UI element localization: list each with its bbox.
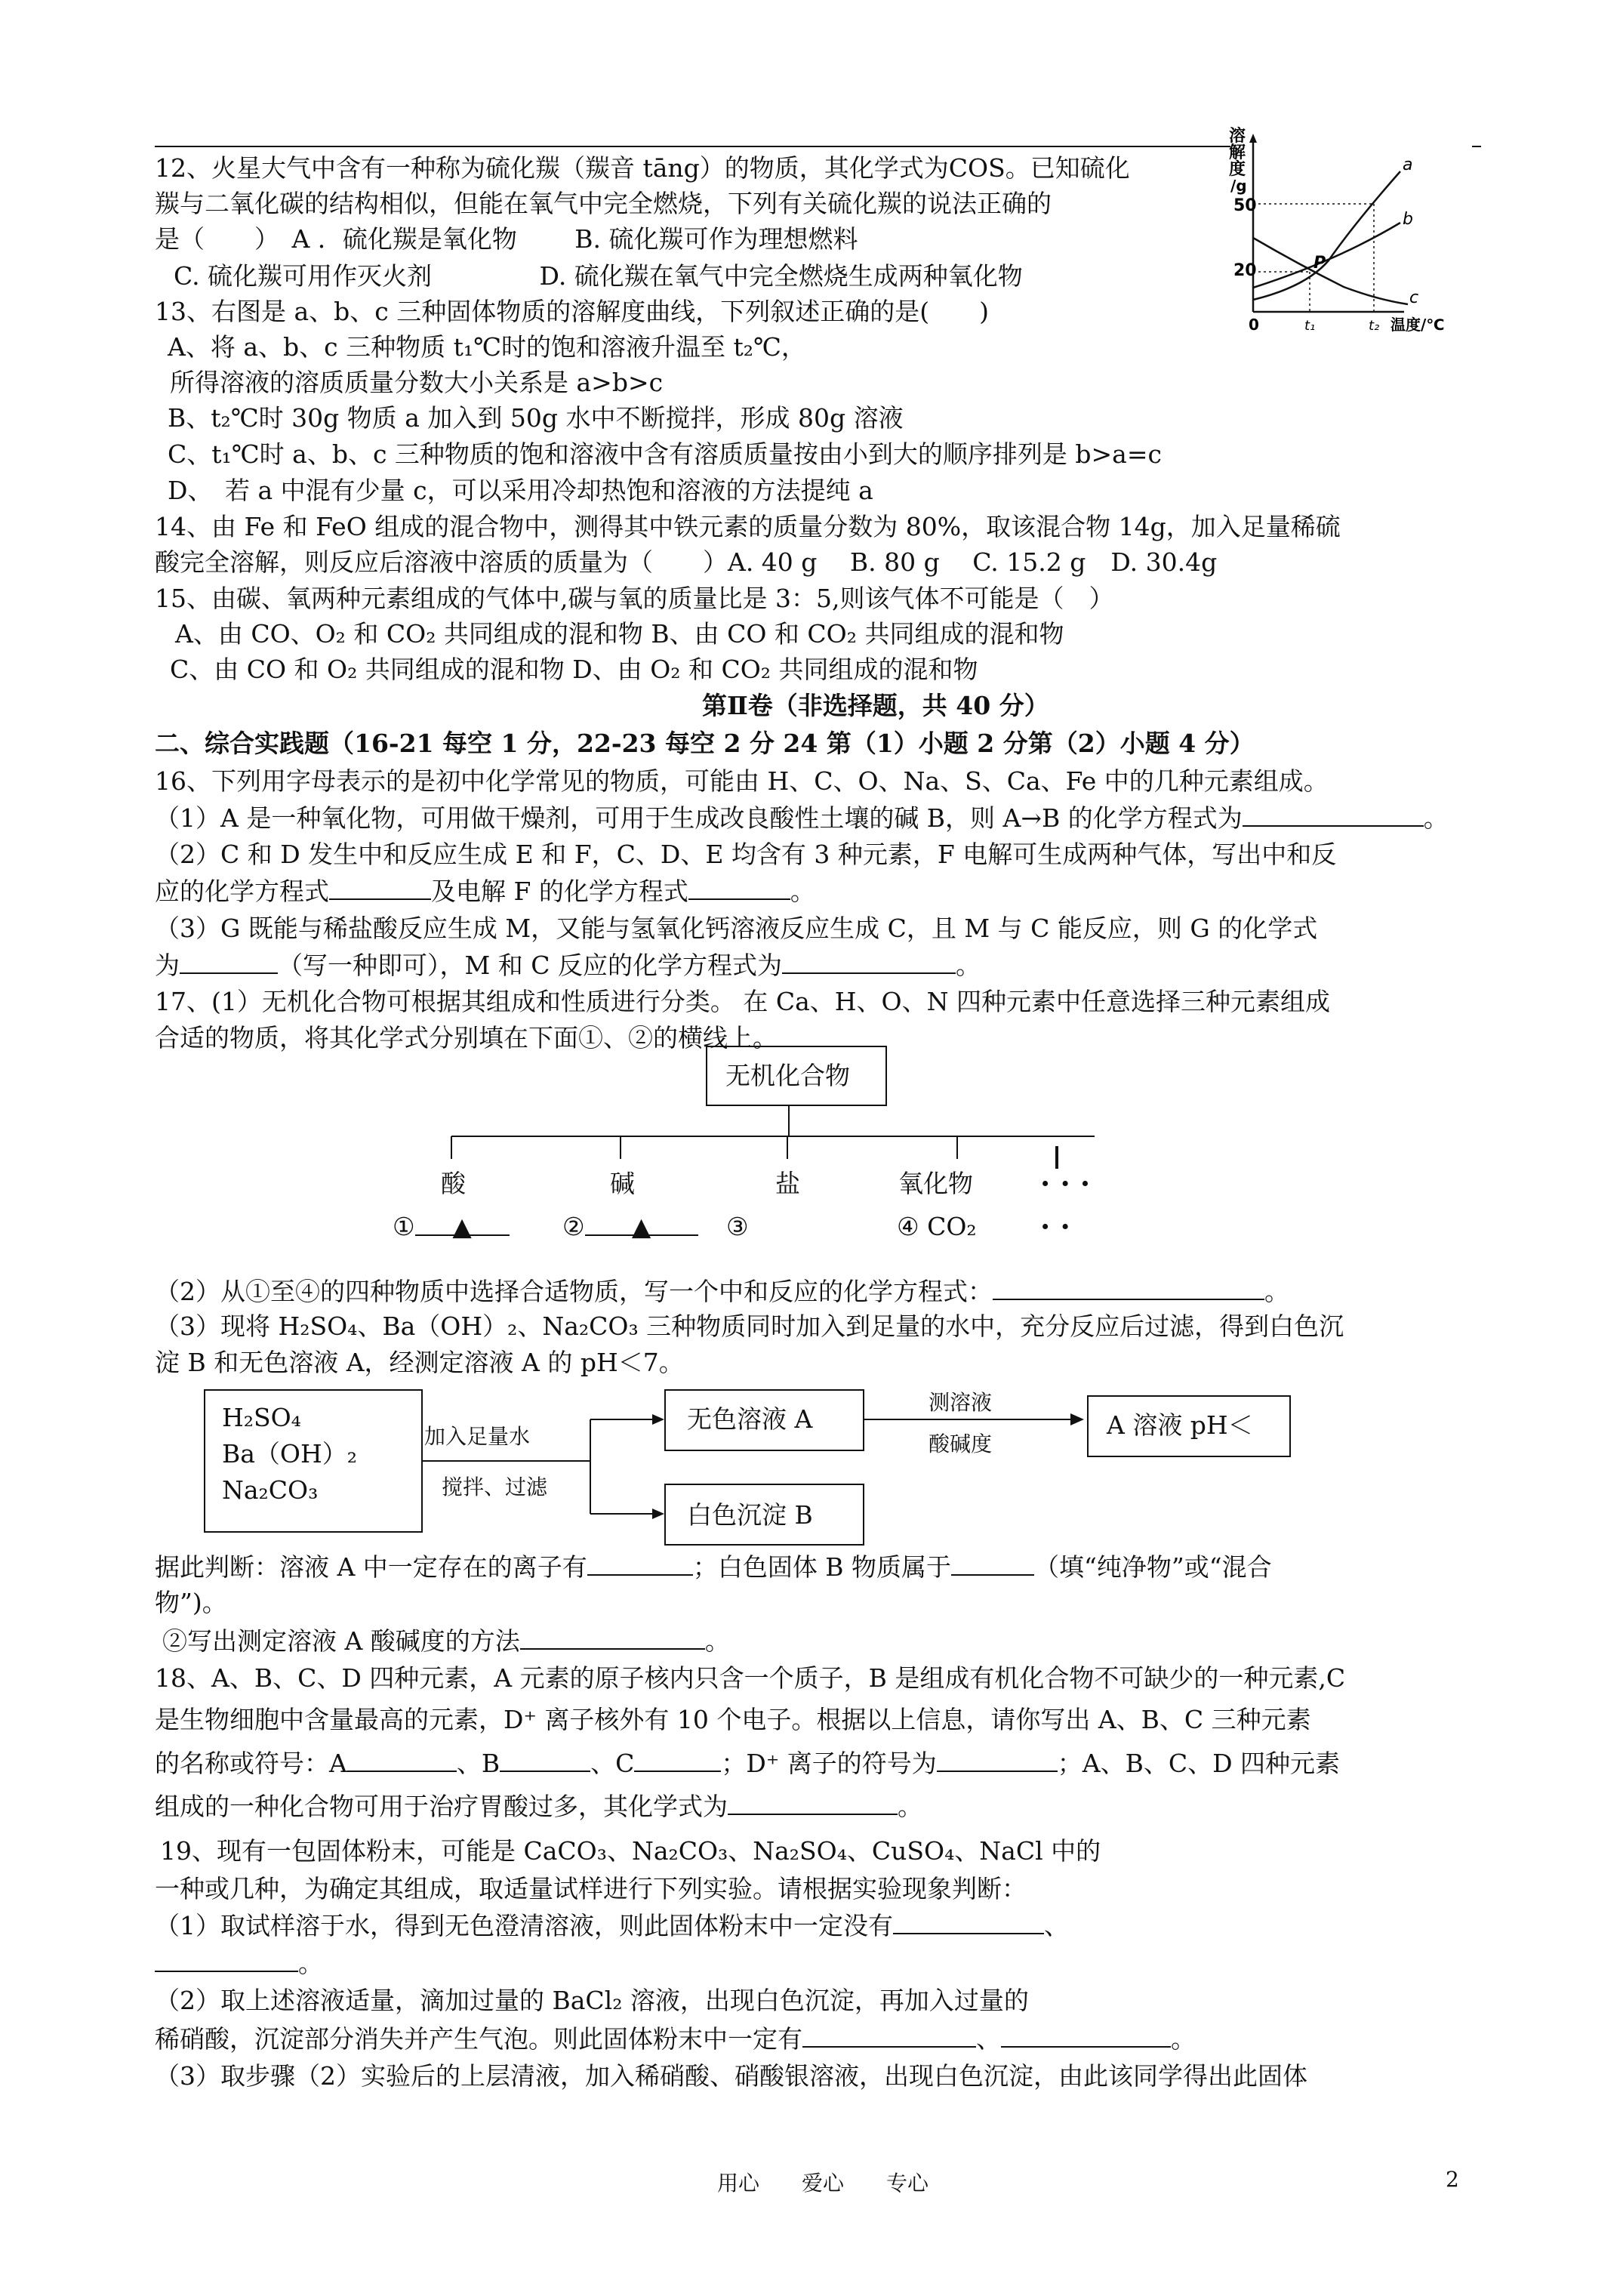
chart-xtick-t2: t₂ — [1369, 318, 1380, 334]
flow-arrow-label-top: 加入足量水 — [424, 1424, 531, 1449]
q15-line1: 15、由碳、氧两种元素组成的气体中,碳与氧的质量比是 3：5,则该气体不可能是（ ） — [155, 584, 1114, 613]
q19-line5: （2）取上述溶液适量，滴加过量的 BaCl₂ 溶液，出现白色沉淀，再加入过量的 — [155, 1986, 1029, 2015]
q16-line6-text-a: 为 — [155, 951, 180, 980]
flow-precipitate-b-label: 白色沉淀 B — [687, 1500, 813, 1530]
q17-judge-line1 — [155, 1552, 1272, 1583]
q13-line4: B、t₂℃时 30g 物质 a 加入到 50g 水中不断搅拌，形成 80g 溶液 — [168, 403, 904, 433]
q13-line6: D、 若 a 中混有少量 c，可以采用冷却热饱和溶液的方法提纯 a — [168, 476, 873, 505]
q13-line3: 所得溶液的溶质质量分数大小关系是 a>b>c — [170, 368, 664, 397]
q19-line4 — [155, 1948, 323, 1979]
q19-blank3[interactable] — [802, 2023, 976, 2048]
tree-answer-2-num: ② — [562, 1212, 585, 1241]
q13-line2: A、将 a、b、c 三种物质 t₁℃时的饱和溶液升温至 t₂℃， — [168, 332, 806, 362]
tree-answer-1-blank[interactable] — [415, 1212, 510, 1241]
q18-line2: 是生物细胞中含量最高的元素，D⁺ 离子核外有 10 个电子。根据以上信息，请你写出 A、B、C 三种元素 — [155, 1705, 1311, 1734]
q17-judge-line2: 物”)。 — [155, 1588, 227, 1617]
q16-line6-text-b: （写一种即可），M 和 C 反应的化学方程式为 — [278, 951, 783, 980]
tree-cat-salt: 盐 — [775, 1169, 800, 1198]
flow-solution-a-label: 无色溶液 A — [687, 1404, 813, 1434]
q19-period2: 。 — [1171, 2024, 1196, 2054]
q16-line1: 16、下列用字母表示的是初中化学常见的物质，可能由 H、C、O、Na、S、Ca、Fe 中的几种元素组成。 — [155, 766, 1329, 796]
section2-heading: 二、综合实践题（16-21 每空 1 分，22-23 每空 2 分 24 第（1）小题 2 分第（2）小题 4 分） — [155, 729, 1255, 758]
q15-line2: A、由 CO、O₂ 和 CO₂ 共同组成的混和物 B、由 CO 和 CO₂ 共同组成的混和物 — [175, 619, 1064, 649]
q19-blank2[interactable] — [155, 1948, 298, 1972]
q18-line3-text-d: ；D⁺ 离子的符号为 — [721, 1749, 937, 1778]
tree-answer-4: ④ CO₂ — [897, 1212, 977, 1241]
q19-line6 — [155, 2023, 1196, 2054]
q18-blank-d[interactable] — [937, 1748, 1058, 1772]
chart-label-c: c — [1409, 288, 1419, 307]
q18-line3-text-e: ；A、B、C、D 四种元素 — [1057, 1749, 1341, 1778]
q16-period1: 。 — [1423, 803, 1449, 833]
tree-answer-dots: · · — [1040, 1210, 1070, 1244]
q12-line3: 是（ ） A ．硫化羰是氧化物 B. 硫化羰可作为理想燃料 — [155, 224, 858, 254]
chart-ylabel-unit: /g — [1230, 177, 1247, 195]
q19-line3-text: （1）取试样溶于水，得到无色澄清溶液，则此固体粉末中一定没有 — [155, 1911, 893, 1940]
q12-line4: C. 硫化羰可用作灭火剂 D. 硫化羰在氧气中完全燃烧生成两种氧化物 — [174, 261, 1023, 291]
q17-judge3-text: ②写出测定溶液 A 酸碱度的方法 — [162, 1626, 520, 1656]
q17-judge-line3 — [162, 1626, 730, 1657]
tree-ellipsis: · · · — [1040, 1166, 1091, 1200]
q19-comma2: 、 — [976, 2024, 1001, 2054]
q18-line3-text-b: 、B — [456, 1749, 500, 1778]
triangle-icon: ▲ — [631, 1212, 651, 1241]
q13-line1: 13、右图是 a、b、c 三种固体物质的溶解度曲线，下列叙述正确的是( ) — [155, 297, 990, 326]
chart-xtick-t1: t₁ — [1304, 318, 1316, 334]
q12-line2: 羰与二氧化碳的结构相似，但能在氧气中完全燃烧，下列有关硫化羰的说法正确的 — [155, 189, 1052, 218]
q18-line3-text-a: 的名称或符号：A — [155, 1749, 347, 1778]
q19-period1: 。 — [298, 1949, 323, 1978]
q18-line3 — [155, 1748, 1340, 1779]
q14-line2: 酸完全溶解，则反应后溶液中溶质的质量为（ ）A. 40 g B. 80 g C. 15.2 g D. 30.4g — [155, 547, 1218, 577]
q17-judge-text-a: 据此判断：溶液 A 中一定存在的离子有 — [155, 1552, 587, 1582]
chart-ylabel-3: 度 — [1229, 160, 1246, 179]
tree-answer-1 — [393, 1212, 510, 1242]
q13-line5: C、t₁℃时 a、b、c 三种物质的饱和溶液中含有溶质质量按由小到大的顺序排列是 b>a=c — [168, 439, 1162, 469]
q19-line6-text: 稀硝酸，沉淀部分消失并产生气泡。则此固体粉末中一定有 — [155, 2024, 802, 2054]
tree-cat-oxide: 氧化物 — [898, 1169, 973, 1198]
flow-solution-a-box — [664, 1389, 864, 1451]
tree-cat-base: 碱 — [610, 1169, 635, 1198]
flow-precipitate-b-box — [664, 1484, 864, 1546]
q12-line1: 12、火星大气中含有一种称为硫化羰（羰音 tāng）的物质，其化学式为COS。已知硫化 — [155, 153, 1130, 183]
q17-judge-text-c: （填“纯净物”或“混合 — [1034, 1552, 1272, 1582]
q14-line1: 14、由 Fe 和 FeO 组成的混合物中，测得其中铁元素的质量分数为 80%，取该混合物 14g，加入足量稀硫 — [155, 512, 1341, 541]
q19-blank4[interactable] — [1001, 2023, 1171, 2048]
q17-judge-blank1[interactable] — [587, 1552, 693, 1576]
q16-period2: 。 — [790, 877, 815, 906]
tree-cat-acid: 酸 — [441, 1169, 466, 1198]
q19-line7: （3）取步骤（2）实验后的上层清液，加入稀硝酸、硝酸银溶液，出现白色沉淀，由此该同学得出此固体 — [155, 2061, 1307, 2091]
q17-line2: 合适的物质，将其化学式分别填在下面①、②的横线上。 — [155, 1023, 778, 1052]
q16-line3: （2）C 和 D 发生中和反应生成 E 和 F，C、D、E 均含有 3 种元素，F 电解可生成两种气体，写出中和反 — [155, 840, 1337, 869]
q19-line2: 一种或几种，为确定其组成，取适量试样进行下列实验。请根据实验现象判断： — [155, 1874, 1027, 1903]
q17-judge-text-b: ；白色固体 B 物质属于 — [692, 1552, 952, 1582]
footer-page-number: 2 — [1446, 2167, 1459, 2192]
q19-line1: 19、现有一包固体粉末，可能是 CaCO₃、Na₂CO₃、Na₂SO₄、CuSO₄、NaCl 中的 — [160, 1836, 1101, 1866]
flow-arrow-label-bottom: 搅拌、过滤 — [442, 1475, 548, 1499]
q17-part2 — [155, 1276, 1289, 1307]
chart-ylabel-2: 解 — [1229, 143, 1246, 162]
flow-reactant-3: Na₂CO₃ — [222, 1475, 319, 1505]
q17-judge-blank2[interactable] — [951, 1552, 1034, 1576]
q18-line4-text: 组成的一种化合物可用于治疗胃酸过多，其化学式为 — [155, 1792, 728, 1821]
chart-xlabel: 温度/℃ — [1390, 316, 1445, 334]
q18-blank-e[interactable] — [728, 1791, 898, 1815]
q19-blank1[interactable] — [893, 1910, 1044, 1934]
chart-point-p: P — [1313, 254, 1326, 273]
q18-blank-a[interactable] — [347, 1748, 457, 1772]
q18-period: 。 — [898, 1792, 922, 1821]
tree-root-label: 无机化合物 — [725, 1061, 850, 1090]
flow-reactant-1: H₂SO₄ — [222, 1403, 301, 1432]
flow-reactant-2: Ba（OH）₂ — [222, 1439, 357, 1469]
q16-line5: （3）G 既能与稀盐酸反应生成 M，又能与氢氧化钙溶液反应生成 C，且 M 与 C 能反应，则 G 的化学式 — [155, 914, 1318, 943]
tree-answer-3: ③ — [726, 1212, 749, 1241]
flow-measure-label-top: 测溶液 — [929, 1390, 993, 1415]
q16-line2-text: （1）A 是一种氧化物，可用做干燥剂，可用于生成改良酸性土壤的碱 B，则 A→B 的化学方程式为 — [155, 803, 1243, 833]
tree-answer-1-num: ① — [393, 1212, 415, 1241]
q18-line4 — [155, 1791, 922, 1822]
chart-label-b: b — [1403, 210, 1413, 229]
flow-ph-label: A 溶液 pH＜ — [1107, 1410, 1253, 1440]
q17-part2-blank[interactable] — [993, 1276, 1264, 1300]
q18-blank-c[interactable] — [634, 1748, 721, 1772]
q17-judge3-period: 。 — [704, 1626, 730, 1656]
triangle-icon: ▲ — [452, 1212, 472, 1241]
chart-ytick-20: 20 — [1233, 261, 1257, 280]
q15-line3: C、由 CO 和 O₂ 共同组成的混和物 D、由 O₂ 和 CO₂ 共同组成的混和物 — [170, 655, 978, 684]
q17-part3-line2: 淀 B 和无色溶液 A，经测定溶液 A 的 pH＜7。 — [155, 1348, 684, 1377]
q17-judge-blank3[interactable] — [520, 1626, 705, 1650]
footer-motto: 用心 爱心 专心 — [717, 2171, 929, 2196]
q18-line1: 18、A、B、C、D 四种元素，A 元素的原子核内只含一个质子，B 是组成有机化合物不可缺少的一种元素,C — [155, 1663, 1346, 1693]
q16-line4-text-a: 应的化学方程式 — [155, 877, 329, 906]
q17-part2-period: 。 — [1264, 1277, 1289, 1306]
flow-ph-box — [1087, 1395, 1291, 1457]
q17-part3-line1: （3）现将 H₂SO₄、Ba（OH）₂、Na₂CO₃ 三种物质同时加入到足量的水中，充分反应后过滤，得到白色沉 — [155, 1311, 1344, 1341]
q19-comma1: 、 — [1044, 1911, 1069, 1940]
q16-line4-text-b: 及电解 F 的化学方程式 — [431, 877, 688, 906]
chart-xtick-0: 0 — [1249, 316, 1259, 334]
q17-line1: 17、(1）无机化合物可根据其组成和性质进行分类。 在 Ca、H、O、N 四种元素中任意选择三种元素组成 — [155, 987, 1330, 1016]
q17-part2-text: （2）从①至④的四种物质中选择合适物质，写一个中和反应的化学方程式： — [155, 1277, 993, 1306]
q19-line3 — [155, 1910, 1069, 1941]
chart-ytick-50: 50 — [1233, 196, 1257, 215]
q18-blank-b[interactable] — [500, 1748, 590, 1772]
section2-title: 第Ⅱ卷（非选择题，共 40 分） — [702, 691, 1049, 720]
q16-period3: 。 — [956, 951, 981, 980]
chart-ylabel-1: 溶 — [1229, 127, 1246, 146]
tree-answer-2-blank[interactable] — [585, 1212, 698, 1241]
q18-line3-text-c: 、C — [590, 1749, 635, 1778]
chart-label-a: a — [1403, 156, 1413, 174]
flow-measure-label-bottom: 酸碱度 — [929, 1432, 993, 1456]
tree-answer-2 — [562, 1212, 698, 1242]
